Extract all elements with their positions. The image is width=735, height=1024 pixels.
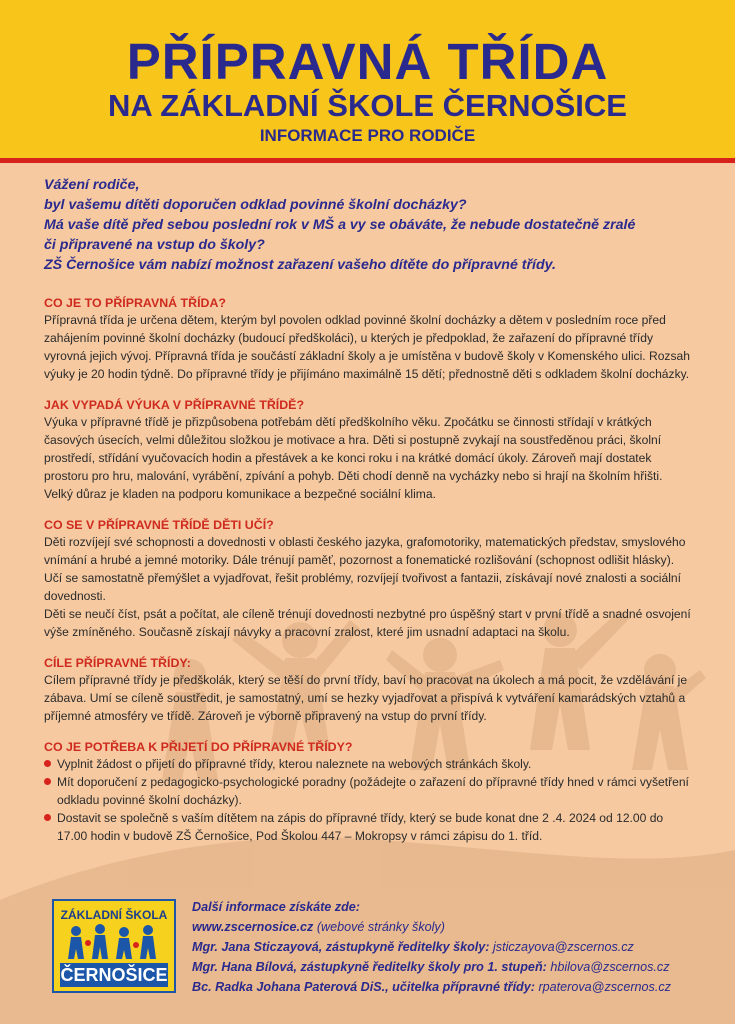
section-title: CO SE V PŘÍPRAVNÉ TŘÍDĚ DĚTI UČÍ? [44, 518, 274, 532]
contact-label: Bc. Radka Johana Paterová DiS., učitelka přípravné třídy: [192, 980, 535, 994]
list-item-text: Dostavit se společně s vaším dítětem na zápis do přípravné třídy, který se bude konat dne 2 .4. 2024 od 12.00 do 17.00 hodin v budově ZŠ Černošice, Pod Školou 447 – Mokropsy v rámci zápisu do 1. tříd. [57, 811, 664, 843]
contact-email[interactable]: jsticzayova@zscernos.cz [489, 940, 634, 954]
section-title: JAK VYPADÁ VÝUKA V PŘÍPRAVNÉ TŘÍDĚ? [44, 398, 305, 412]
school-logo [52, 899, 176, 993]
logo-bottom-text: ČERNOŠICE [60, 965, 168, 985]
section-title: CO JE TO PŘÍPRAVNÁ TŘÍDA? [44, 296, 226, 310]
section-paragraph: Cílem přípravné třídy je předškolák, který se těší do první třídy, baví ho pracovat na úkolech a má pocit, že vzdělávání je zábava. Umí se cíleně soustředit, je samostatný, umí se hezky vyjadřovat a přispívá k vytváření kamarádských vztahů a příjemné atmosféry ve třídě. Zároveň je výborně připravený na vstup do první třídy. [44, 673, 688, 723]
contact-label: Mgr. Hana Bílová, zástupkyně ředitelky školy pro 1. stupeň: [192, 960, 547, 974]
contact-heading: Další informace získáte zde: [192, 900, 360, 914]
section-paragraph: Děti se neučí číst, psát a počítat, ale cíleně trénují dovednosti nezbytné pro úspěšný start v první třídě a snadné osvojení výše zmíněného. Současně získají návyky a pracovní zralost, které jim usnadní adaptaci na školu. [44, 607, 691, 639]
footer [52, 897, 692, 1007]
contact-label: Mgr. Jana Sticzayová, zástupkyně ředitelky školy: [192, 940, 490, 954]
contact-email[interactable]: rpaterova@zscernos.cz [534, 980, 671, 994]
intro-line: Vážení rodiče, [44, 177, 140, 193]
website-link[interactable]: www.zscernosice.cz [192, 920, 314, 934]
section-teaching [44, 397, 694, 503]
section-requirements [44, 739, 694, 845]
contact-row [192, 977, 712, 997]
section-goals [44, 655, 694, 725]
list-item-text: Mít doporučení z pedagogicko-psychologické poradny (požádejte o zařazení do přípravné třídy hned v rámci vyšetření odkladu povinné školní docházky). [57, 775, 689, 807]
list-item [44, 755, 694, 773]
header-banner [0, 0, 735, 158]
bullet-icon [44, 778, 51, 785]
section-what-is [44, 295, 694, 383]
list-item [44, 809, 694, 845]
section-title: CÍLE PŘÍPRAVNÉ TŘÍDY: [44, 656, 191, 670]
page-subtitle: NA ZÁKLADNÍ ŠKOLE ČERNOŠICE [108, 88, 627, 123]
children-figures-icon [62, 923, 166, 963]
section-paragraph: Děti rozvíjejí své schopnosti a dovednosti v oblasti českého jazyka, grafomotoriky, matematických představ, smyslového vnímání a hrubé a jemné motoriky. Dále trénují paměť, pozornost a fonematické rozlišování (schopnost odlišit hlásky). Učí se samostatně přemýšlet a vyjadřovat, řešit problémy, rozvíjejí tvořivost a fantazii, získávají nové znalosti a sociální dovednosti. [44, 535, 686, 603]
list-item [44, 773, 694, 809]
list-item-text: Vyplnit žádost o přijetí do přípravné třídy, kterou naleznete na webových stránkách školy. [57, 757, 532, 771]
page-title: PŘÍPRAVNÁ TŘÍDA [126, 33, 609, 90]
page-tagline: INFORMACE PRO RODIČE [259, 126, 476, 145]
bullet-icon [44, 814, 51, 821]
header-divider [0, 158, 735, 163]
contact-info [192, 897, 712, 997]
intro-line: byl vašemu dítěti doporučen odklad povinné školní docházky? [44, 197, 467, 213]
contact-row [192, 937, 712, 957]
main-content [44, 175, 694, 845]
intro-block [44, 175, 694, 275]
section-title: CO JE POTŘEBA K PŘIJETÍ DO PŘÍPRAVNÉ TŘÍDY? [44, 740, 353, 754]
requirements-list [44, 755, 694, 845]
intro-line: ZŠ Černošice vám nabízí možnost zařazení vašeho dítěte do přípravné třídy. [44, 257, 556, 273]
section-learning [44, 517, 694, 641]
contact-row [192, 957, 712, 977]
section-paragraph: Výuka v přípravné třídě je přizpůsobena potřebám dětí předškolního věku. Zpočátku se činnosti střídají v krátkých časových úsecích, velmi důležitou složkou je motivace a hra. Děti si postupně zvykají na soustředěnou práci, školní prostředí, střídání vyučovacích hodin a přestávek a ke konci roku i na krátké domácí úkoly. Zároveň mají dostatek prostoru pro hru, malování, vyrábění, zpívání a pohyb. Děti chodí denně na vycházky nebo si hrají na školním hřišti. Velký důraz je kladen na podporu komunikace a bezpečné sociální klima. [44, 415, 663, 501]
contact-email[interactable]: hbilova@zscernos.cz [546, 960, 670, 974]
bullet-icon [44, 760, 51, 767]
section-paragraph: Přípravná třída je určena dětem, kterým byl povolen odklad povinné školní docházky a dětem v posledním roce před zahájením povinné školní docházky (budoucí předškoláci), u kterých je předpoklad, že zařazení do přípravné třídy vyrovná jejich vývoj. Přípravná třída je součástí základní školy a je umístěna v budově školy v Komenského ulici. Rozsah výuky je 20 hodin týdně. Do přípravné třídy je přijímáno maximálně 15 dětí; přednostně děti s odkladem školní docházky. [44, 313, 690, 381]
intro-line: Má vaše dítě před sebou poslední rok v MŠ a vy se obáváte, že nebude dostatečně zralé [44, 217, 636, 233]
website-note: (webové stránky školy) [313, 920, 445, 934]
website-line [192, 917, 712, 937]
logo-top-text: ZÁKLADNÍ ŠKOLA [60, 908, 168, 922]
intro-line: či připravené na vstup do školy? [44, 237, 265, 253]
